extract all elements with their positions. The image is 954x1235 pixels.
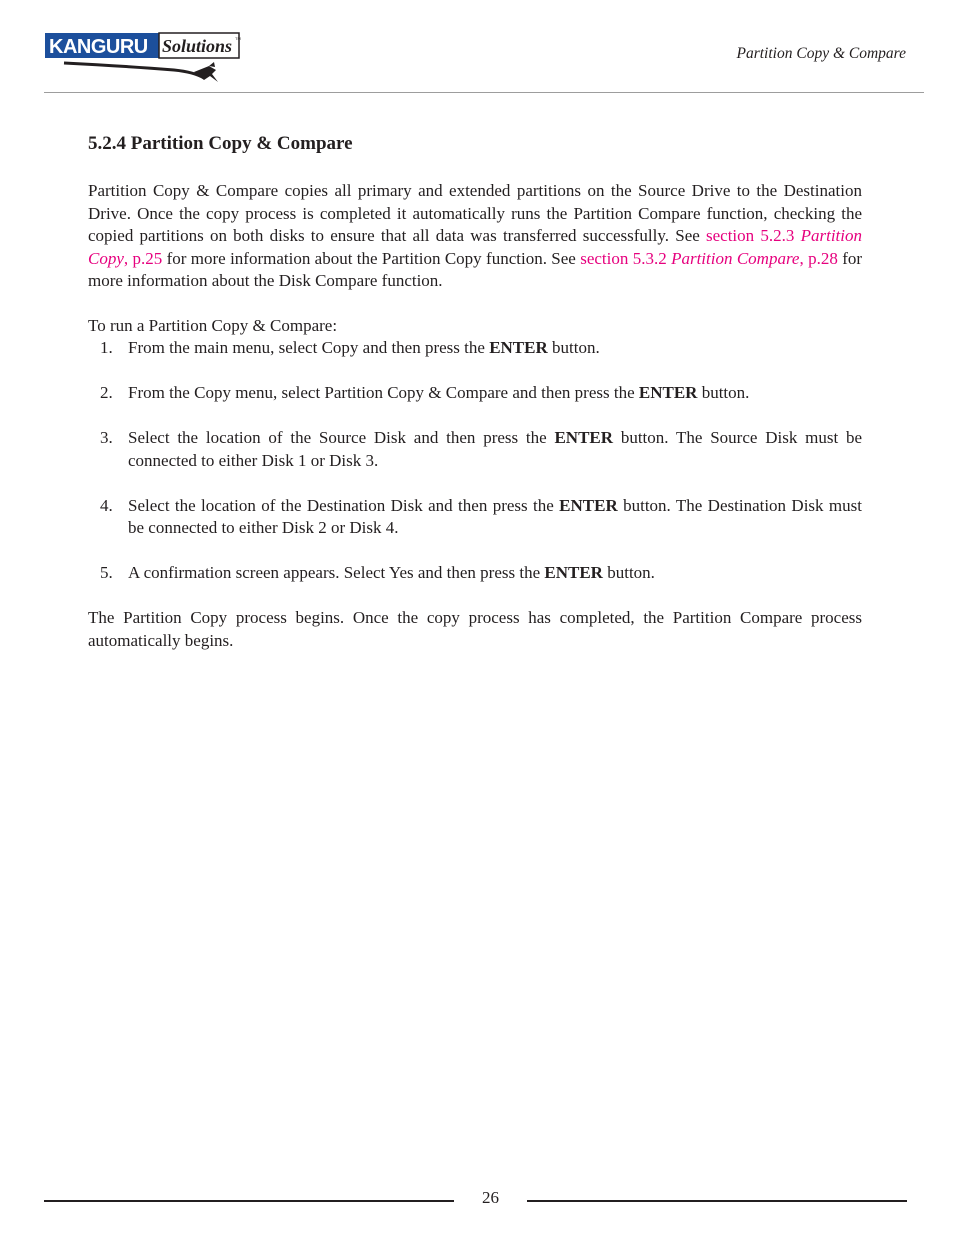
step-key: ENTER xyxy=(489,338,548,357)
link2-title: Partition Compare xyxy=(671,248,800,268)
step-number: 3. xyxy=(100,428,113,447)
list-item xyxy=(88,337,862,360)
svg-text:Solutions: Solutions xyxy=(162,36,233,56)
page-content xyxy=(88,130,862,652)
link2-section: section 5.3.2 xyxy=(580,248,672,268)
step-number: 4. xyxy=(100,495,113,515)
footer-rule-right xyxy=(527,1200,907,1202)
link1-title: Partition Copy xyxy=(88,226,862,268)
list-item xyxy=(88,427,862,472)
step-key: ENTER xyxy=(544,563,603,582)
step-text-end: button. xyxy=(697,383,750,402)
step-text-end: button. The Source Disk must be connected to either Disk 1 or Disk 3. xyxy=(128,428,862,470)
link-section-5-3-2[interactable] xyxy=(580,249,838,268)
step-text-end: button. The Destination Disk must be connected to either Disk 2 or Disk 4. xyxy=(128,495,862,537)
link2-page: , p.28 xyxy=(799,248,838,268)
link1-section: section 5.2.3 xyxy=(706,226,801,245)
step-number: 5. xyxy=(100,563,113,582)
step-text: A confirmation screen appears. Select Yes and then press the xyxy=(128,563,545,582)
intro-paragraph xyxy=(88,180,862,293)
step-text: From the Copy menu, select Partition Copy & Compare and then press the xyxy=(128,383,639,402)
running-title: Partition Copy & Compare xyxy=(736,45,906,62)
step-text: Select the location of the Destination Disk and then press the xyxy=(128,495,560,515)
step-text-end: button. xyxy=(547,338,600,357)
para1-end: for more information about the Disk Compare function. xyxy=(88,248,863,290)
svg-text:TM: TM xyxy=(235,36,241,41)
list-item xyxy=(88,382,862,405)
steps-list xyxy=(88,337,862,585)
step-text-end: button. xyxy=(602,563,655,582)
svg-text:KANGURU: KANGURU xyxy=(49,36,148,58)
step-number: 2. xyxy=(100,383,113,402)
header-rule xyxy=(44,92,924,93)
step-number: 1. xyxy=(100,338,113,357)
list-item xyxy=(88,562,862,585)
link1-page: , p.25 xyxy=(123,248,163,268)
closing-paragraph: The Partition Copy process begins. Once the copy process has completed, the Partition Compare process automatically begins. xyxy=(88,608,862,650)
page-number: 26 xyxy=(482,1188,499,1207)
step-key: ENTER xyxy=(559,495,618,515)
step-key: ENTER xyxy=(554,428,614,447)
step-text: From the main menu, select Copy and then press the xyxy=(128,338,490,357)
step-text: Select the location of the Source Disk and then press the xyxy=(128,428,555,447)
kanguru-solutions-logo xyxy=(44,30,244,88)
footer-rule-left xyxy=(44,1200,454,1202)
step-key: ENTER xyxy=(638,383,698,402)
para1-text: Partition Copy & Compare copies all primary and extended partitions on the Source Drive to the Destination Drive. Once the copy process is completed it automatically runs the Partition Compare function, checking the copied partitions on both disks to ensure that all data was transferred successfully. See xyxy=(88,181,862,245)
steps-intro: To run a Partition Copy & Compare: xyxy=(88,315,338,335)
section-heading: 5.2.4 Partition Copy & Compare xyxy=(88,133,353,154)
para1-mid: for more information about the Partition Copy function. See xyxy=(162,248,581,268)
list-item xyxy=(88,495,862,540)
